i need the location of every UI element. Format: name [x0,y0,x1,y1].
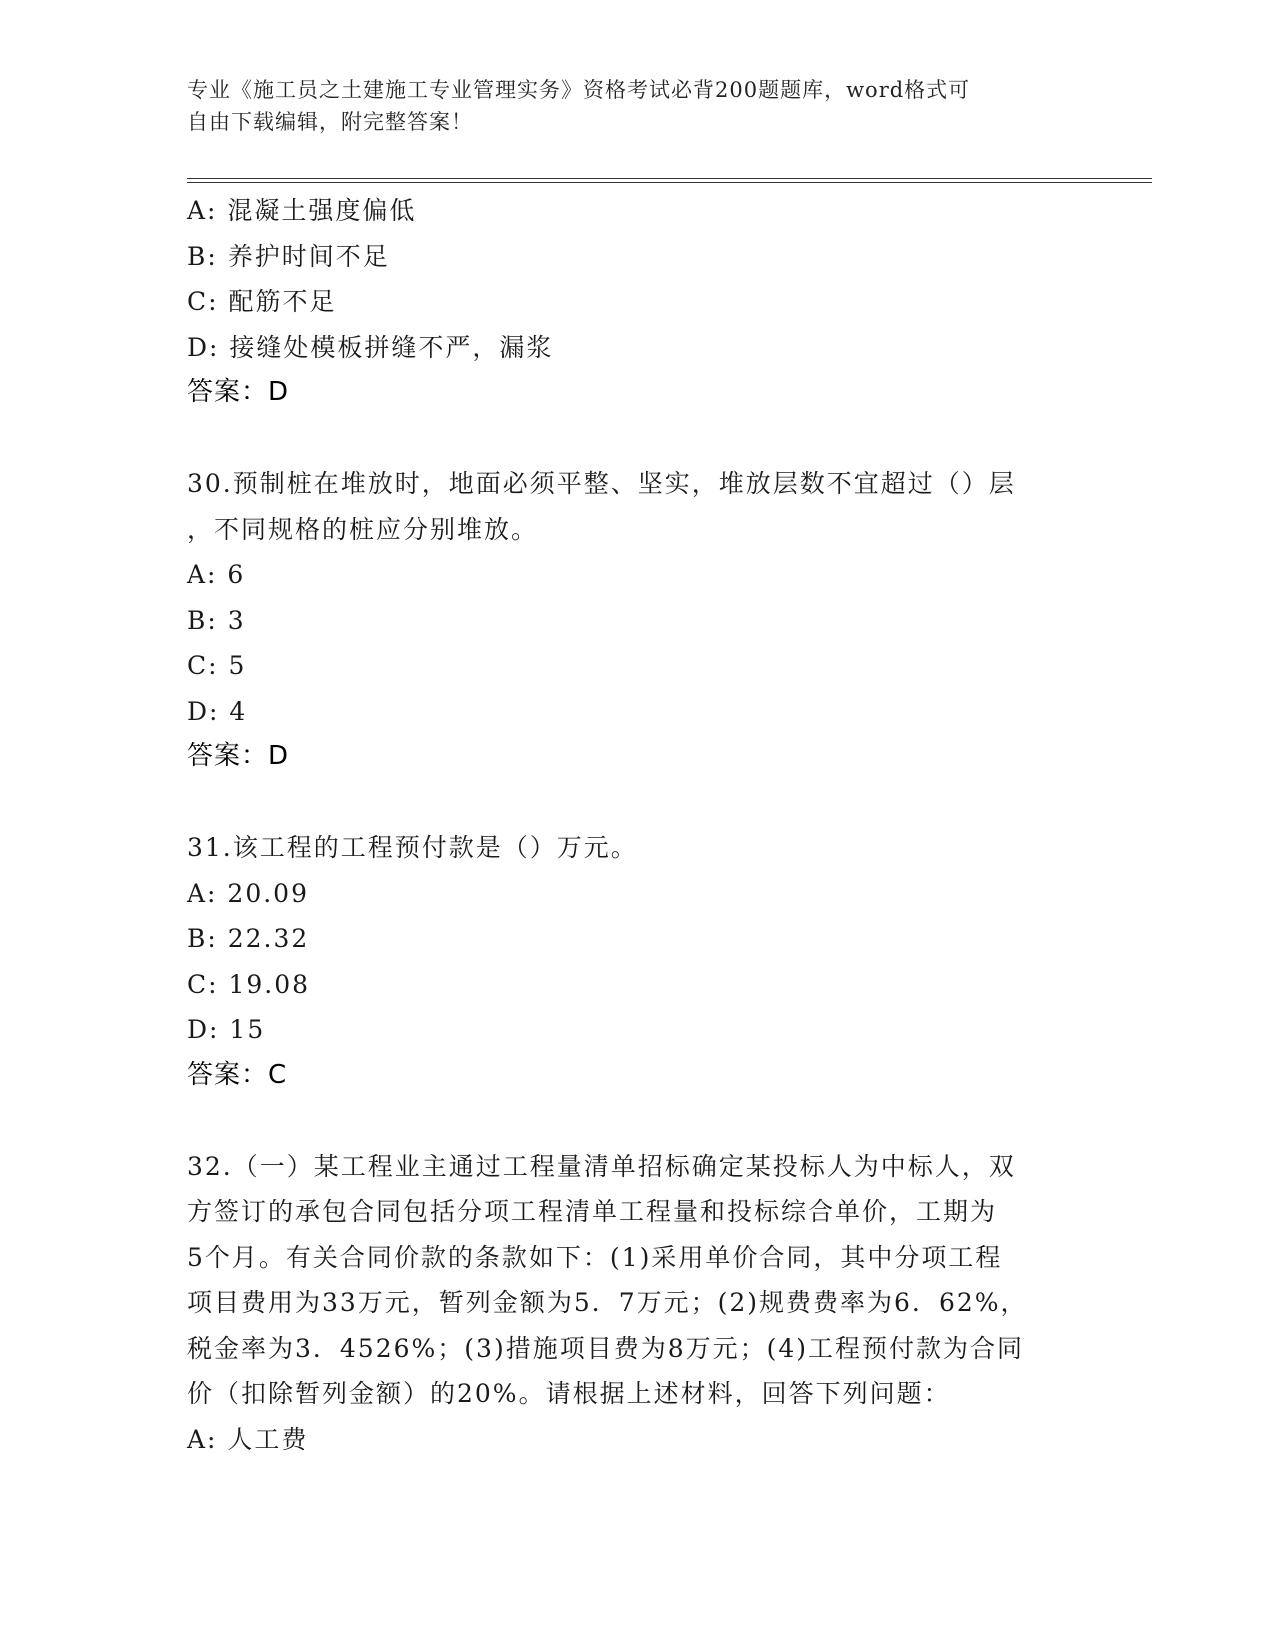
answer-line: 答案：C [187,1059,288,1090]
option-b: B: 22.32 [187,924,310,953]
question-32 [187,1144,1067,1463]
option-d: D: 4 [187,696,248,726]
question-31 [187,825,1067,1098]
question-stem-cont: 税金率为3．4526%；(3)措施项目费为8万元；(4)工程预付款为合同 [187,1333,1025,1363]
question-stem: 30.预制桩在堆放时，地面必须平整、坚实，堆放层数不宜超过（）层 [187,469,1016,498]
document-header [187,74,1067,138]
header-line-2: 自由下载编辑，附完整答案！ [187,110,473,134]
question-stem-cont: 价（扣除暂列金额）的20%。请根据上述材料，回答下列问题： [187,1379,951,1408]
option-b: B: 3 [187,605,246,635]
answer-line: 答案：D [187,377,290,407]
question-stem: 31.该工程的工程预付款是（）万元。 [187,833,638,862]
header-line-1: 专业《施工员之土建施工专业管理实务》资格考试必背200题题库，word格式可 [187,78,971,102]
option-a: A: 6 [187,560,246,589]
option-c: C: 5 [187,651,247,680]
option-a: A: 人工费 [187,1424,309,1454]
question-stem-cont: 5个月。有关合同价款的条款如下：(1)采用单价合同，其中分项工程 [187,1242,1003,1272]
question-stem-cont: 方签订的承包合同包括分项工程清单工程量和投标综合单价，工期为 [187,1197,998,1226]
option-c: C: 配筋不足 [187,287,337,316]
option-d: D: 接缝处模板拼缝不严，漏浆 [187,332,554,362]
option-d: D: 15 [187,1015,266,1044]
document-body [187,188,1067,1462]
option-a: A: 混凝土强度偏低 [187,196,417,225]
spacer [187,780,1067,826]
question-stem-cont: ，不同规格的桩应分别堆放。 [187,514,539,544]
option-c: C: 19.08 [187,969,311,999]
spacer [187,416,1067,462]
question-29-block [187,188,1067,416]
question-stem-cont: 项目费用为33万元，暂列金额为5．7万元；(2)规费费率为6．62%， [187,1288,1028,1317]
question-stem: 32.（一）某工程业主通过工程量清单招标确定某投标人为中标人，双 [187,1151,1016,1181]
option-a: A: 20.09 [187,878,309,908]
question-30 [187,461,1067,780]
answer-line: 答案：D [187,741,290,771]
header-divider [187,178,1152,183]
spacer [187,1098,1067,1144]
option-b: B: 养护时间不足 [187,241,390,271]
